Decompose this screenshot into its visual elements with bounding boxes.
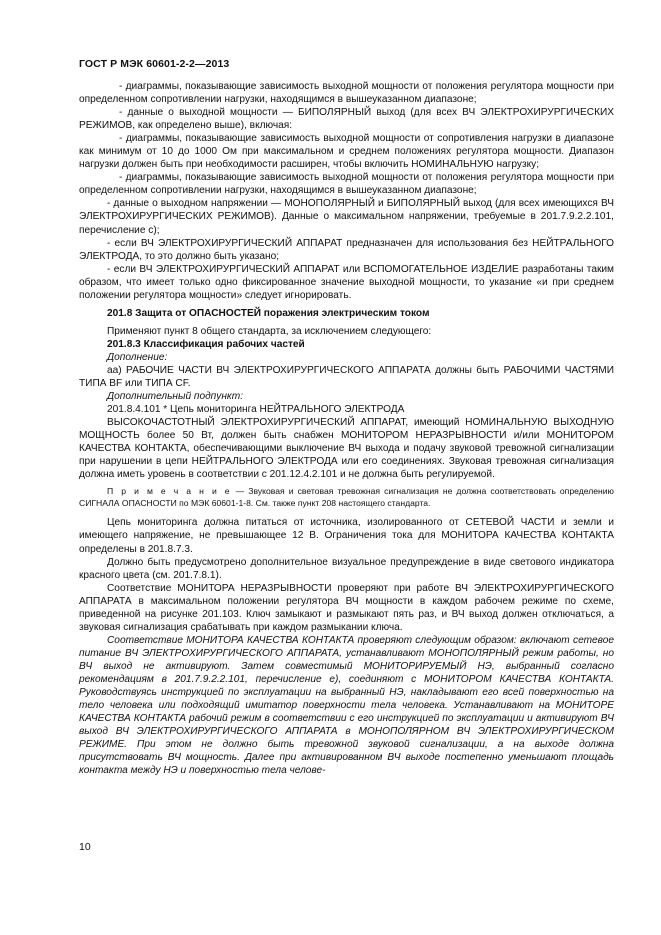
document-header: ГОСТ Р МЭК 60601-2-2—2013 [79, 58, 230, 70]
addition-label: Дополнение: [107, 351, 168, 363]
subclause-heading: 201.8.4.101 * Цепь мониторинга НЕЙТРАЛЬНОГО ЭЛЕКТРОДА [107, 404, 405, 416]
paragraph: - данные о выходной мощности — БИПОЛЯРНЫЙ выход (для всех ВЧ ЭЛЕКТРОХИРУРГИЧЕСКИХ РЕЖИМОВ, как определено выше), включая: [79, 107, 614, 132]
paragraph: - диаграммы, показывающие зависимость выходной мощности от положения регулятора мощности при определенном сопротивлении нагрузки, находящимся в вышеуказанном диапазоне; [79, 172, 614, 197]
paragraph: - если ВЧ ЭЛЕКТРОХИРУРГИЧЕСКИЙ АППАРАТ предназначен для использования без НЕЙТРАЛЬНОГО ЭЛЕКТРОДА, то это должно быть указано; [79, 237, 614, 262]
page-number: 10 [79, 841, 91, 853]
paragraph: - диаграммы, показывающие зависимость выходной мощности от положения регулятора мощности при определенном сопротивлении нагрузки, находящимся в вышеуказанном диапазоне; [79, 81, 614, 106]
note-label: П р и м е ч а н и е [107, 486, 232, 497]
note-text: — Звуковая и световая тревожная сигнализация не должна соответствовать определению СИГНАЛА ОПАСНОСТИ по МЭК 60601-1-8. См. также пункт 208 настоящего стандарта. [79, 486, 615, 508]
paragraph: - если ВЧ ЭЛЕКТРОХИРУРГИЧЕСКИЙ АППАРАТ или ВСПОМОГАТЕЛЬНОЕ ИЗДЕЛИЕ разработаны таким образом, что имеет только одно фиксированное значение выходной мощности, то указание «и при среднем положении регулятора мощности» следует игнорировать. [79, 263, 614, 301]
paragraph: - диаграммы, показывающие зависимость выходной мощности от сопротивления нагрузки в диапазоне как минимум от 10 до 1000 Ом при максимальном и среднем положениях регулятора мощности. Диапазон нагрузки должен быть при необходимости расширен, чтобы включить НОМИНАЛЬНУЮ нагрузку; [79, 133, 614, 171]
paragraph: Соответствие МОНИТОРА НЕРАЗРЫВНОСТИ проверяют при работе ВЧ ЭЛЕКТРОХИРУРГИЧЕСКОГО АППАРАТА в максимальном положении регулятора ВЧ мощности в каждом рабочем режиме по схеме, приведенной на рисунке 201.103. Ключ замыкают и размыкают пять раз, и ВЧ выход должен отключаться, а звуковая сигнализация срабатывать при каждом размыкании ключа. [79, 582, 614, 633]
paragraph: аа) РАБОЧИЕ ЧАСТИ ВЧ ЭЛЕКТРОХИРУРГИЧЕСКОГО АППАРАТА должны быть РАБОЧИМИ ЧАСТЯМИ ТИПА BF или ТИПА CF. [79, 364, 614, 390]
note [79, 486, 614, 509]
paragraph: - данные о выходном напряжении — МОНОПОЛЯРНЫЙ и БИПОЛЯРНЫЙ выход (для всех имеющихся ВЧ ЭЛЕКТРОХИРУРГИЧЕСКИХ РЕЖИМОВ). Данные о максимальном напряжении, требуемые в 201.7.9.2.2.101, перечисление с); [79, 198, 614, 236]
paragraph: Применяют пункт 8 общего стандарта, за исключением следующего: [107, 325, 432, 337]
subsection-heading: 201.8.3 Классификация рабочих частей [107, 338, 305, 350]
paragraph: Должно быть предусмотрено дополнительное визуальное предупреждение в виде светового индикатора красного цвета (см. 201.7.8.1). [79, 556, 614, 581]
paragraph: Цепь мониторинга должна питаться от источника, изолированного от СЕТЕВОЙ ЧАСТИ и земли и имеющего напряжение, не превышающее 12 В. Ограничения тока для МОНИТОРА КАЧЕСТВА КОНТАКТА определены в 201.8.7.3. [79, 517, 614, 555]
paragraph: ВЫСОКОЧАСТОТНЫЙ ЭЛЕКТРОХИРУРГИЧЕСКИЙ АППАРАТ, имеющий НОМИНАЛЬНУЮ ВЫХОДНУЮ МОЩНОСТЬ более 50 Вт, должен быть снабжен МОНИТОРОМ НЕРАЗРЫВНОСТИ и/или МОНИТОРОМ КАЧЕСТВА КОНТАКТА, обеспечивающими выключение ВЧ выхода и подачу звуковой тревожной сигнализации при нарушении в цепи НЕЙТРАЛЬНОГО ЭЛЕКТРОДА или его соединениях. Звуковая тревожная сигнализация должна иметь уровень в соответствии с 201.12.4.2.101 и не должна быть регулируемой. [79, 417, 614, 481]
section-heading: 201.8 Защита от ОПАСНОСТЕЙ поражения электрическим током [107, 307, 430, 319]
additional-subclause-label: Дополнительный подпункт: [107, 391, 244, 403]
paragraph: Соответствие МОНИТОРА КАЧЕСТВА КОНТАКТА проверяют следующим образом: включают сетевое питание ВЧ ЭЛЕКТРОХИРУРГИЧЕСКОГО АППАРАТА, устанавливают МОНОПОЛЯРНЫЙ режим работы, но ВЧ выход не активируют. Затем совместимый МОНИТОРИРУЕМЫЙ НЭ, выбранный согласно рекомендациям в 201.7.9.2.2.101, перечисление е), соединяют с МОНИТОРОМ КАЧЕСТВА КОНТАКТА. Руководствуясь инструкцией по эксплуатации на выбранный НЭ, накладывают его всей поверхностью на тело человека или подходящий имитатор поверхности тела человека. Устанавливают на МОНИТОРЕ КАЧЕСТВА КОНТАКТА рабочий режим в соответствии с его инструкцией по эксплуатации и активируют ВЧ выход ВЧ ЭЛЕКТРОХИРУРГИЧЕСКОГО АППАРАТА в МОНОПОЛЯРНОМ ВЧ ЭЛЕКТРОХИРУРГИЧЕСКОМ РЕЖИМЕ. При этом не должно быть тревожной звуковой сигнализации, а на выходе должна присутствовать ВЧ мощность. Далее при активированном ВЧ выходе постепенно уменьшают площадь контакта между НЭ и поверхностью тела челове- [79, 634, 614, 777]
document-body [79, 80, 614, 777]
